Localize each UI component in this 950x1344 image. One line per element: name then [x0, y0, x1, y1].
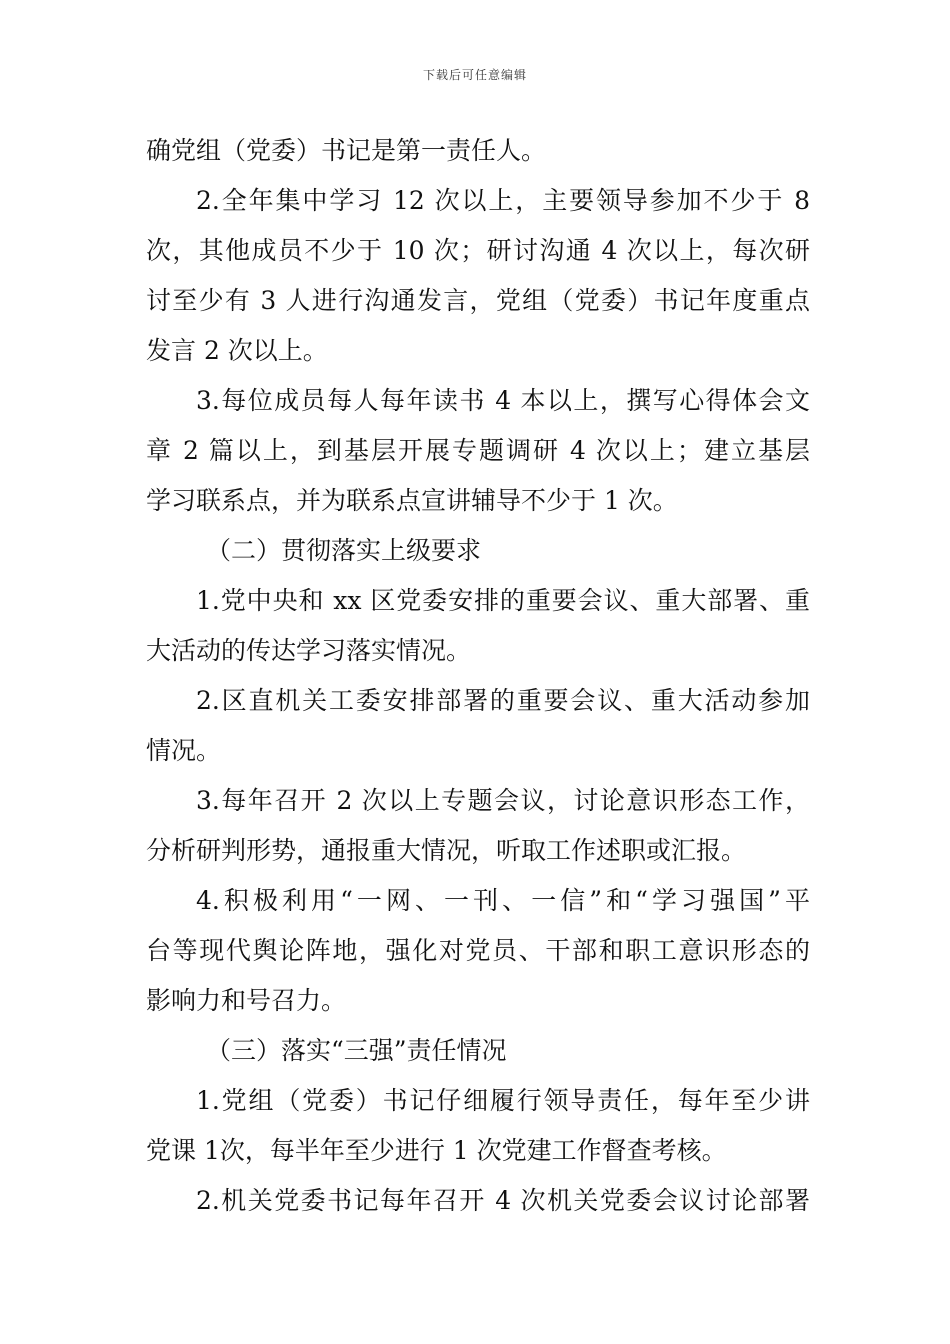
section-heading: （三）落实“三强”责任情况 [206, 1036, 507, 1065]
text-line: 3.每位成员每人每年读书 4 本以上，撰写心得体会文 [196, 386, 810, 415]
text-line: 3.每年召开 2 次以上专题会议，讨论意识形态工作， [196, 786, 810, 815]
text-line: 次，其他成员不少于 10 次；研讨沟通 4 次以上，每次研 [146, 236, 810, 265]
text-line: 大活动的传达学习落实情况。 [146, 636, 472, 665]
text-line: 2.机关党委书记每年召开 4 次机关党委会议讨论部署 [196, 1186, 810, 1215]
text-line: 讨至少有 3 人进行沟通发言，党组（党委）书记年度重点 [146, 286, 810, 315]
text-line: 确党组（党委）书记是第一责任人。 [146, 136, 547, 165]
text-line: 发言 2 次以上。 [146, 336, 328, 365]
text-line: 章 2 篇以上，到基层开展专题调研 4 次以上；建立基层 [146, 436, 810, 465]
text-line: 分析研判形势，通报重大情况，听取工作述职或汇报。 [146, 836, 747, 865]
text-line: 2.全年集中学习 12 次以上，主要领导参加不少于 8 [196, 186, 810, 215]
text-line: 台等现代舆论阵地，强化对党员、干部和职工意识形态的 [146, 936, 810, 965]
text-line: 4.积极利用“一网、一刊、一信”和“学习强国”平 [196, 886, 810, 915]
text-line: 1.党中央和 xx 区党委安排的重要会议、重大部署、重 [196, 586, 810, 615]
text-line: 学习联系点，并为联系点宣讲辅导不少于 1 次。 [146, 486, 678, 515]
document-body [146, 126, 810, 1226]
section-heading: （二）贯彻落实上级要求 [206, 536, 482, 565]
text-line: 1.党组（党委）书记仔细履行领导责任，每年至少讲 [196, 1086, 810, 1115]
text-line: 影响力和号召力。 [146, 986, 347, 1015]
text-line: 2.区直机关工委安排部署的重要会议、重大活动参加 [196, 686, 810, 715]
text-line: 党课 1次，每半年至少进行 1 次党建工作督查考核。 [146, 1136, 727, 1165]
page-header-note: 下载后可任意编辑 [422, 68, 527, 82]
text-line: 情况。 [146, 736, 222, 765]
